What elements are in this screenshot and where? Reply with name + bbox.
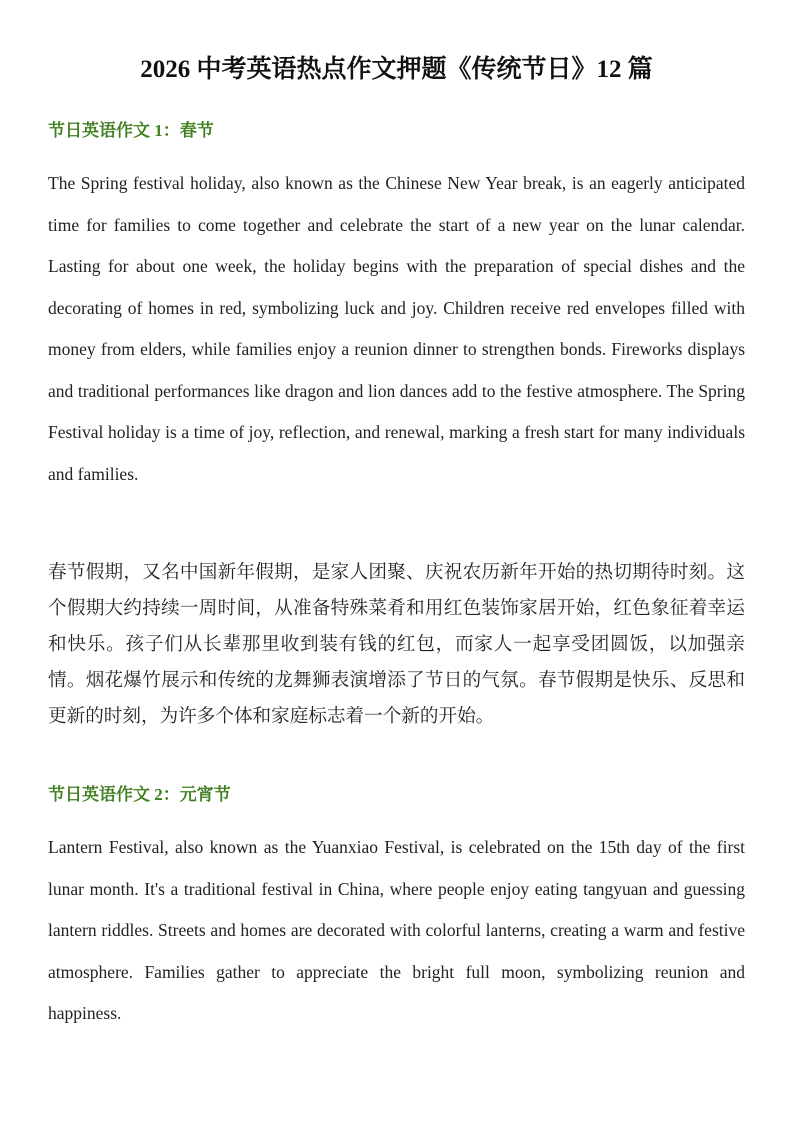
section-heading-2: 节日英语作文 2：元宵节 xyxy=(48,785,231,804)
document-title: 2026 中考英语热点作文押题《传统节日》12 篇 xyxy=(140,56,653,83)
section-2-english-paragraph: Lantern Festival, also known as the Yuanxiao Festival, is celebrated on the 15th day of the first lunar month. It's a traditional festival in China, where people enjoy eating tangyuan and guessing lantern riddles. Streets and homes are decorated with colorful lanterns, creating a warm and festive atmosphere. Families gather to appreciate the bright full moon, symbolizing reunion and happiness. xyxy=(48,837,745,1023)
section-1-chinese-paragraph: 春节假期，又名中国新年假期，是家人团聚、庆祝农历新年开始的热切期待时刻。这个假期大约持续一周时间，从准备特殊菜肴和用红色装饰家居开始，红色象征着幸运和快乐。孩子们从长辈那里收到装有钱的红包，而家人一起享受团圆饭，以加强亲情。烟花爆竹展示和传统的龙舞狮表演增添了节日的气氛。春节假期是快乐、反思和更新的时刻，为许多个体和家庭标志着一个新的开始。 xyxy=(48,562,745,727)
section-heading-1: 节日英语作文 1：春节 xyxy=(48,121,214,140)
section-1-english-paragraph: The Spring festival holiday, also known as the Chinese New Year break, is an eagerly anticipated time for families to come together and celebrate the start of a new year on the lunar calendar. Lasting for about one week, the holiday begins with the preparation of special dishes and the decorating of homes in red, symbolizing luck and joy. Children receive red envelopes filled with money from elders, while families enjoy a reunion dinner to strengthen bonds. Fireworks displays and traditional performances like dragon and lion dances add to the festive atmosphere. The Spring Festival holiday is a time of joy, reflection, and renewal, marking a fresh start for many individuals and families. xyxy=(48,173,745,484)
